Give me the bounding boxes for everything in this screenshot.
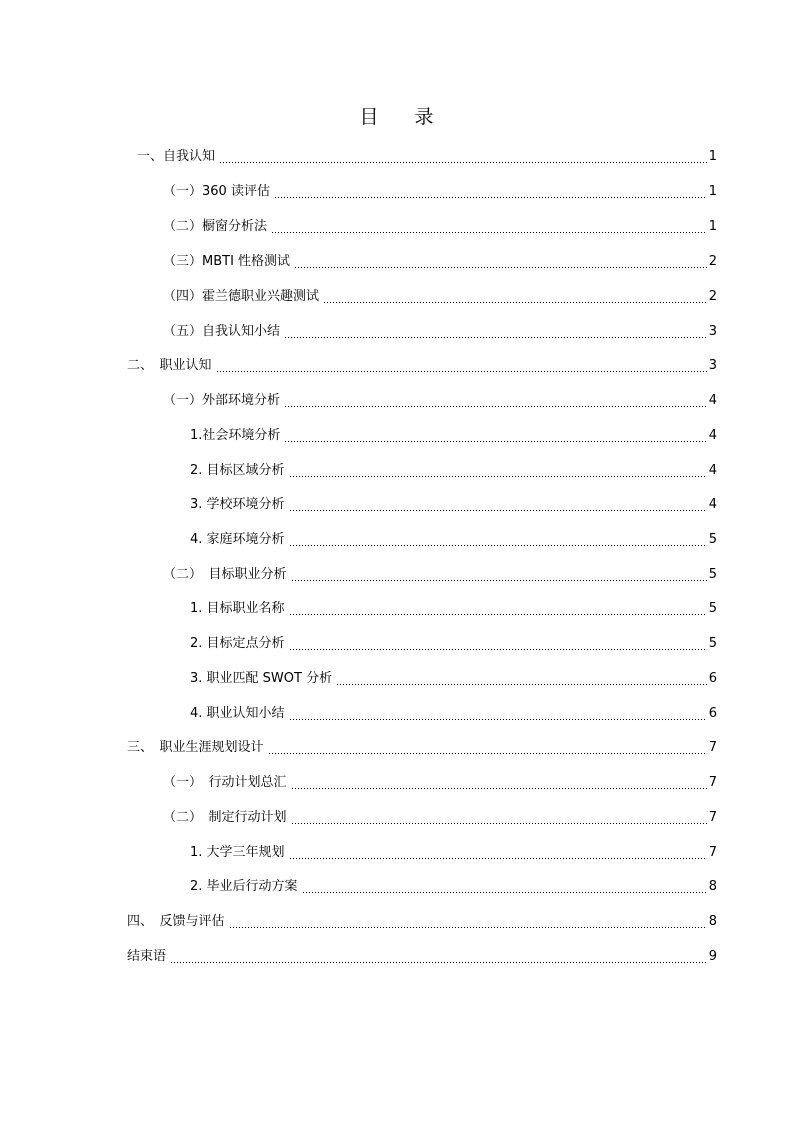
toc-entry-label: （二） 制定行动计划 xyxy=(163,810,287,825)
dot-leader xyxy=(229,913,707,931)
toc-entry-label: （三）MBTI 性格测试 xyxy=(163,254,291,269)
toc-entry-label: （二）橱窗分析法 xyxy=(163,219,268,234)
toc-entry-level3[interactable] xyxy=(190,421,717,445)
toc-entry-label: 3. 学校环境分析 xyxy=(190,497,285,512)
toc-page-number: 7 xyxy=(708,810,717,825)
dot-leader xyxy=(289,844,707,862)
toc-page-number: 5 xyxy=(708,601,717,616)
dot-leader xyxy=(302,878,707,896)
toc-entry-label: 1. 目标职业名称 xyxy=(190,601,285,616)
toc-entry-label: 三、 职业生涯规划设计 xyxy=(127,740,264,755)
toc-page-number: 9 xyxy=(708,949,717,964)
toc-entry-label: （二） 目标职业分析 xyxy=(163,567,287,582)
dot-leader xyxy=(291,809,707,827)
toc-entry-level2[interactable] xyxy=(163,177,717,201)
dot-leader xyxy=(289,462,707,480)
toc-entry-level3[interactable] xyxy=(190,490,717,514)
toc-entry-label: 二、 职业认知 xyxy=(127,358,212,373)
toc-page-number: 7 xyxy=(708,845,717,860)
dot-leader xyxy=(170,948,707,966)
toc-page-number: 2 xyxy=(708,254,717,269)
toc-entry-level3[interactable] xyxy=(190,699,717,723)
toc-page-number: 5 xyxy=(708,636,717,651)
toc-page-number: 1 xyxy=(708,149,717,164)
toc-entry-label: 4. 职业认知小结 xyxy=(190,706,285,721)
toc-page-number: 1 xyxy=(708,184,717,199)
toc-entry-label: 2. 毕业后行动方案 xyxy=(190,879,298,894)
dot-leader xyxy=(291,566,707,584)
toc-page-number: 3 xyxy=(708,358,717,373)
dot-leader xyxy=(219,148,707,166)
toc-page-number: 6 xyxy=(708,671,717,686)
toc-entry-level1[interactable] xyxy=(137,142,717,166)
toc-entry-label: 3. 职业匹配 SWOT 分析 xyxy=(190,671,333,686)
toc-entry-level3[interactable] xyxy=(190,838,717,862)
toc-entry-level3[interactable] xyxy=(190,629,717,653)
toc-entry-label: （一）外部环境分析 xyxy=(163,393,281,408)
dot-leader xyxy=(284,392,707,410)
toc-entry-label: 2. 目标定点分析 xyxy=(190,636,285,651)
toc-entry-label: （五）自我认知小结 xyxy=(163,324,281,339)
dot-leader xyxy=(289,600,707,618)
toc-entry-level3[interactable] xyxy=(190,664,717,688)
toc-page-number: 4 xyxy=(708,393,717,408)
toc-entry-level3[interactable] xyxy=(190,456,717,480)
toc-page-number: 4 xyxy=(708,428,717,443)
dot-leader xyxy=(268,739,707,757)
toc-title-char-2: 录 xyxy=(414,106,434,128)
dot-leader xyxy=(289,531,707,549)
dot-leader xyxy=(323,288,707,306)
toc-title-char-1: 目 xyxy=(359,106,379,128)
toc-page-number: 8 xyxy=(708,914,717,929)
toc-entry-level2[interactable] xyxy=(163,317,717,341)
toc-entry-level3[interactable] xyxy=(190,525,717,549)
toc-entry-label: 一、自我认知 xyxy=(137,149,216,164)
dot-leader xyxy=(336,670,707,688)
toc-title xyxy=(0,102,793,129)
toc-page-number: 3 xyxy=(708,324,717,339)
toc-page-number: 8 xyxy=(708,879,717,894)
toc-entry-label: 四、 反馈与评估 xyxy=(127,914,225,929)
dot-leader xyxy=(274,183,707,201)
toc-page-number: 5 xyxy=(708,532,717,547)
toc-page-number: 5 xyxy=(708,567,717,582)
dot-leader xyxy=(284,427,706,445)
toc-entry-level1[interactable] xyxy=(127,351,717,375)
dot-leader xyxy=(291,774,707,792)
toc-entry-level2[interactable] xyxy=(163,803,717,827)
toc-entry-level2[interactable] xyxy=(163,560,717,584)
toc-entry-label: （一） 行动计划总汇 xyxy=(163,775,287,790)
toc-entry-label: （四）霍兰德职业兴趣测试 xyxy=(163,289,320,304)
toc-entry-level3[interactable] xyxy=(190,872,717,896)
toc-entry-level2[interactable] xyxy=(163,212,717,236)
toc-page-number: 1 xyxy=(708,219,717,234)
toc-page-number: 4 xyxy=(708,497,717,512)
toc-entry-level1[interactable] xyxy=(127,907,717,931)
toc-entry-label: 2. 目标区域分析 xyxy=(190,463,285,478)
toc-entry-label: 结束语 xyxy=(127,949,167,964)
dot-leader xyxy=(284,323,707,341)
toc-page-number: 2 xyxy=(708,289,717,304)
toc-entry-level2[interactable] xyxy=(163,768,717,792)
toc-page-number: 6 xyxy=(708,706,717,721)
dot-leader xyxy=(289,705,707,723)
dot-leader xyxy=(289,496,707,514)
toc-entry-label: 4. 家庭环境分析 xyxy=(190,532,285,547)
toc-entry-level1[interactable] xyxy=(127,733,717,757)
toc-entry-level3[interactable] xyxy=(190,594,717,618)
dot-leader xyxy=(289,635,707,653)
toc-entry-level2[interactable] xyxy=(163,386,717,410)
toc-entry-label: 1.社会环境分析 xyxy=(190,428,281,443)
toc-entry-level1[interactable] xyxy=(127,942,717,966)
dot-leader xyxy=(216,357,707,375)
toc-page-number: 7 xyxy=(708,775,717,790)
toc-entry-level2[interactable] xyxy=(163,247,717,271)
dot-leader xyxy=(294,253,707,271)
toc-page-number: 7 xyxy=(708,740,717,755)
toc-entry-label: 1. 大学三年规划 xyxy=(190,845,285,860)
toc-entry-label: （一）360 读评估 xyxy=(163,184,270,199)
toc-entry-level2[interactable] xyxy=(163,282,717,306)
dot-leader xyxy=(271,218,707,236)
toc-page-number: 4 xyxy=(708,463,717,478)
